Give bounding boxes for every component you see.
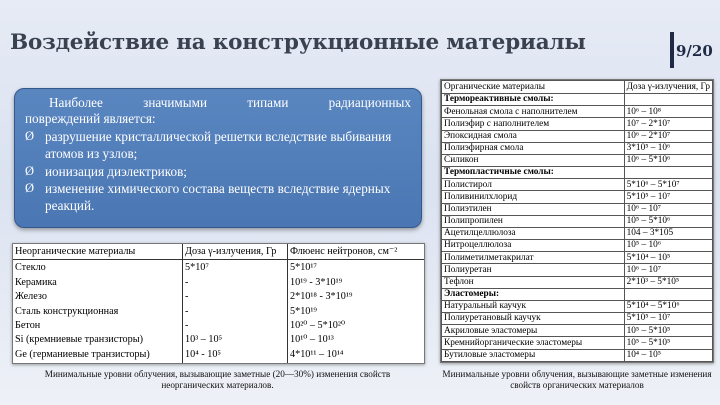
table-row xyxy=(13,349,424,363)
table-cell: 10⁵ – 10⁶ xyxy=(624,240,712,252)
column-header: Доза γ-излучения, Гр xyxy=(624,81,712,94)
list-item-text: изменение химического состава веществ вследствие ядерных реакций. xyxy=(45,181,391,214)
table-row xyxy=(442,240,713,252)
table-row xyxy=(442,337,713,349)
table-row xyxy=(13,306,424,320)
table-row xyxy=(442,118,713,130)
table-cell: 10⁶ – 5*10⁶ xyxy=(624,154,712,166)
table-row xyxy=(13,260,424,278)
intro-text-line2: повреждений является: xyxy=(25,111,156,127)
table-row xyxy=(442,154,713,166)
table-cell: Полистирол xyxy=(442,179,625,191)
table-row xyxy=(442,215,713,227)
table-cell: 10¹⁹ - 3*10¹⁹ xyxy=(288,277,425,291)
table-cell: 10⁵ – 5*10⁶ xyxy=(624,215,712,227)
table-section-row xyxy=(442,167,713,179)
table-row xyxy=(13,334,424,348)
table-cell: Нитроцеллюлоза xyxy=(442,240,625,252)
arrow-bullet-icon: Ø xyxy=(25,128,35,143)
column-header: Флюенс нейтронов, см⁻² xyxy=(288,244,425,260)
table-cell: Поливинилхлорид xyxy=(442,191,625,203)
list-item-text: разрушение кристаллической решетки вследствие выбивания атомов из узлов; xyxy=(45,128,392,162)
table-header-row xyxy=(442,81,713,94)
table-cell: Акриловые эластомеры xyxy=(442,325,625,337)
table-cell: Ge (германиевые транзисторы) xyxy=(15,348,150,360)
table-row xyxy=(13,291,424,305)
table-cell: - xyxy=(183,320,288,334)
table-row xyxy=(442,252,713,264)
table-cell: - xyxy=(183,306,288,320)
table-cell: - xyxy=(183,291,288,305)
table-cell: 10⁵ – 5*10⁵ xyxy=(624,325,712,337)
table-cell: 10⁶ – 10⁷ xyxy=(624,203,712,215)
table-cell: 10⁶ – 10⁷ xyxy=(624,264,712,276)
table-cell: 5*10⁵ – 10⁷ xyxy=(624,313,712,325)
table-cell: 5*10⁷ xyxy=(183,260,288,278)
section-title: Термопластичные смолы: xyxy=(442,167,625,179)
info-panel xyxy=(14,88,422,228)
table-row xyxy=(442,106,713,118)
table-cell: 10¹⁰ – 10¹³ xyxy=(288,334,425,348)
table-row xyxy=(442,264,713,276)
table-cell: Полиэфирная смола xyxy=(442,142,625,154)
section-title: Термореактивные смолы: xyxy=(442,94,625,106)
table-cell: 10⁶ – 2*10⁷ xyxy=(624,130,712,142)
table-header-row xyxy=(13,244,424,260)
arrow-bullet-icon: Ø xyxy=(25,181,35,196)
table-cell: 5*10⁴ – 10⁵ xyxy=(624,252,712,264)
table-row xyxy=(442,142,713,154)
table-cell: Керамика xyxy=(15,277,57,289)
slide-title: Воздействие на конструкционные материалы xyxy=(10,30,586,55)
table-cell: 10⁴ – 10⁵ xyxy=(624,349,712,361)
table-cell: Полиуретан xyxy=(442,264,625,276)
table-cell: 5*10¹⁷ xyxy=(288,260,425,278)
table-row xyxy=(442,227,713,239)
table-cell: 5*10⁴ – 5*10⁶ xyxy=(624,300,712,312)
table-row xyxy=(442,203,713,215)
table-cell: 4*10¹¹ – 10¹⁴ xyxy=(288,349,425,363)
table-section-row xyxy=(442,288,713,300)
organic-materials-table xyxy=(440,79,714,363)
inorganic-table-caption: Минимальные уровни облучения, вызывающие заметные (20—30%) изменения свойств неорганических материалов. xyxy=(44,369,391,390)
table-cell: Сталь конструкционная xyxy=(15,305,119,317)
table-cell: - xyxy=(183,277,288,291)
table-cell: 5*10¹⁹ xyxy=(288,306,425,320)
table-cell: Ацетилцеллюлоза xyxy=(442,227,625,239)
section-title: Эластомеры: xyxy=(442,288,625,300)
table-row xyxy=(442,325,713,337)
table-cell: Силикон xyxy=(442,154,625,166)
table-cell: 2*10¹⁸ - 3*10¹⁹ xyxy=(288,291,425,305)
column-header: Доза γ-излучения, Гр xyxy=(183,244,288,260)
table-cell: 10⁷ – 2*10⁷ xyxy=(624,118,712,130)
table-cell: Фенольная смола с наполнителем xyxy=(442,106,625,118)
table-cell: 2*10³ – 5*10⁵ xyxy=(624,276,712,288)
table-row xyxy=(442,130,713,142)
table-row xyxy=(442,313,713,325)
table-cell xyxy=(624,94,712,106)
table-cell: Полиуретановый каучук xyxy=(442,313,625,325)
list-item xyxy=(25,163,411,180)
list-item xyxy=(25,180,411,215)
organic-table-caption: Минимальные уровни облучения, вызывающие заметные изменения свойств органических материалов xyxy=(442,369,712,390)
table-cell: 5*10⁵ – 10⁷ xyxy=(624,191,712,203)
table-cell: Полиметилметакрилат xyxy=(442,252,625,264)
table-cell: Полиэтилен xyxy=(442,203,625,215)
table-row xyxy=(442,191,713,203)
table-cell xyxy=(624,288,712,300)
table-row xyxy=(442,300,713,312)
table-cell: Si (кремниевые транзисторы) xyxy=(15,334,143,346)
table-cell: Стекло xyxy=(15,262,46,273)
table-section-row xyxy=(442,94,713,106)
column-header: Органические материалы xyxy=(442,81,625,94)
table-cell: Эпоксидная смола xyxy=(442,130,625,142)
table-cell: 10³ – 10⁵ xyxy=(183,334,288,348)
list-item xyxy=(25,128,411,163)
table-cell: 10⁶ – 10⁸ xyxy=(624,106,712,118)
table-cell: Полипропилен xyxy=(442,215,625,227)
table-cell: 5*10⁶ – 5*10⁷ xyxy=(624,179,712,191)
intro-text-line1: Наиболее значимыми типами радиационных xyxy=(49,95,411,110)
table-cell: 10²⁰ – 5*10²⁰ xyxy=(288,320,425,334)
page-number: 9/20 xyxy=(676,42,713,60)
table-cell: Натуральный каучук xyxy=(442,300,625,312)
list-item-text: ионизация диэлектриков; xyxy=(45,163,187,179)
damage-types-list xyxy=(25,128,411,215)
table-row xyxy=(442,179,713,191)
table-cell: Тефлон xyxy=(442,276,625,288)
table-row xyxy=(442,276,713,288)
table-cell: 10⁵ – 5*10⁵ xyxy=(624,337,712,349)
arrow-bullet-icon: Ø xyxy=(25,163,35,178)
table-row xyxy=(13,277,424,291)
inorganic-materials-table xyxy=(12,243,425,364)
title-divider xyxy=(670,32,674,68)
table-row xyxy=(13,320,424,334)
column-header: Неорганические материалы xyxy=(13,244,183,260)
table-cell: 10⁴ - 10⁵ xyxy=(183,349,288,363)
table-cell: Бутиловые эластомеры xyxy=(442,349,625,361)
table-cell: Бетон xyxy=(15,320,41,331)
table-cell: Железо xyxy=(15,291,47,303)
table-cell: Полиэфир с наполнителем xyxy=(442,118,625,130)
table-cell xyxy=(624,167,712,179)
table-cell: 3*10⁵ – 10⁶ xyxy=(624,142,712,154)
table-cell: 104 – 3*105 xyxy=(624,227,712,239)
table-cell: Кремнийорганические эластомеры xyxy=(442,337,625,349)
table-row xyxy=(442,349,713,361)
